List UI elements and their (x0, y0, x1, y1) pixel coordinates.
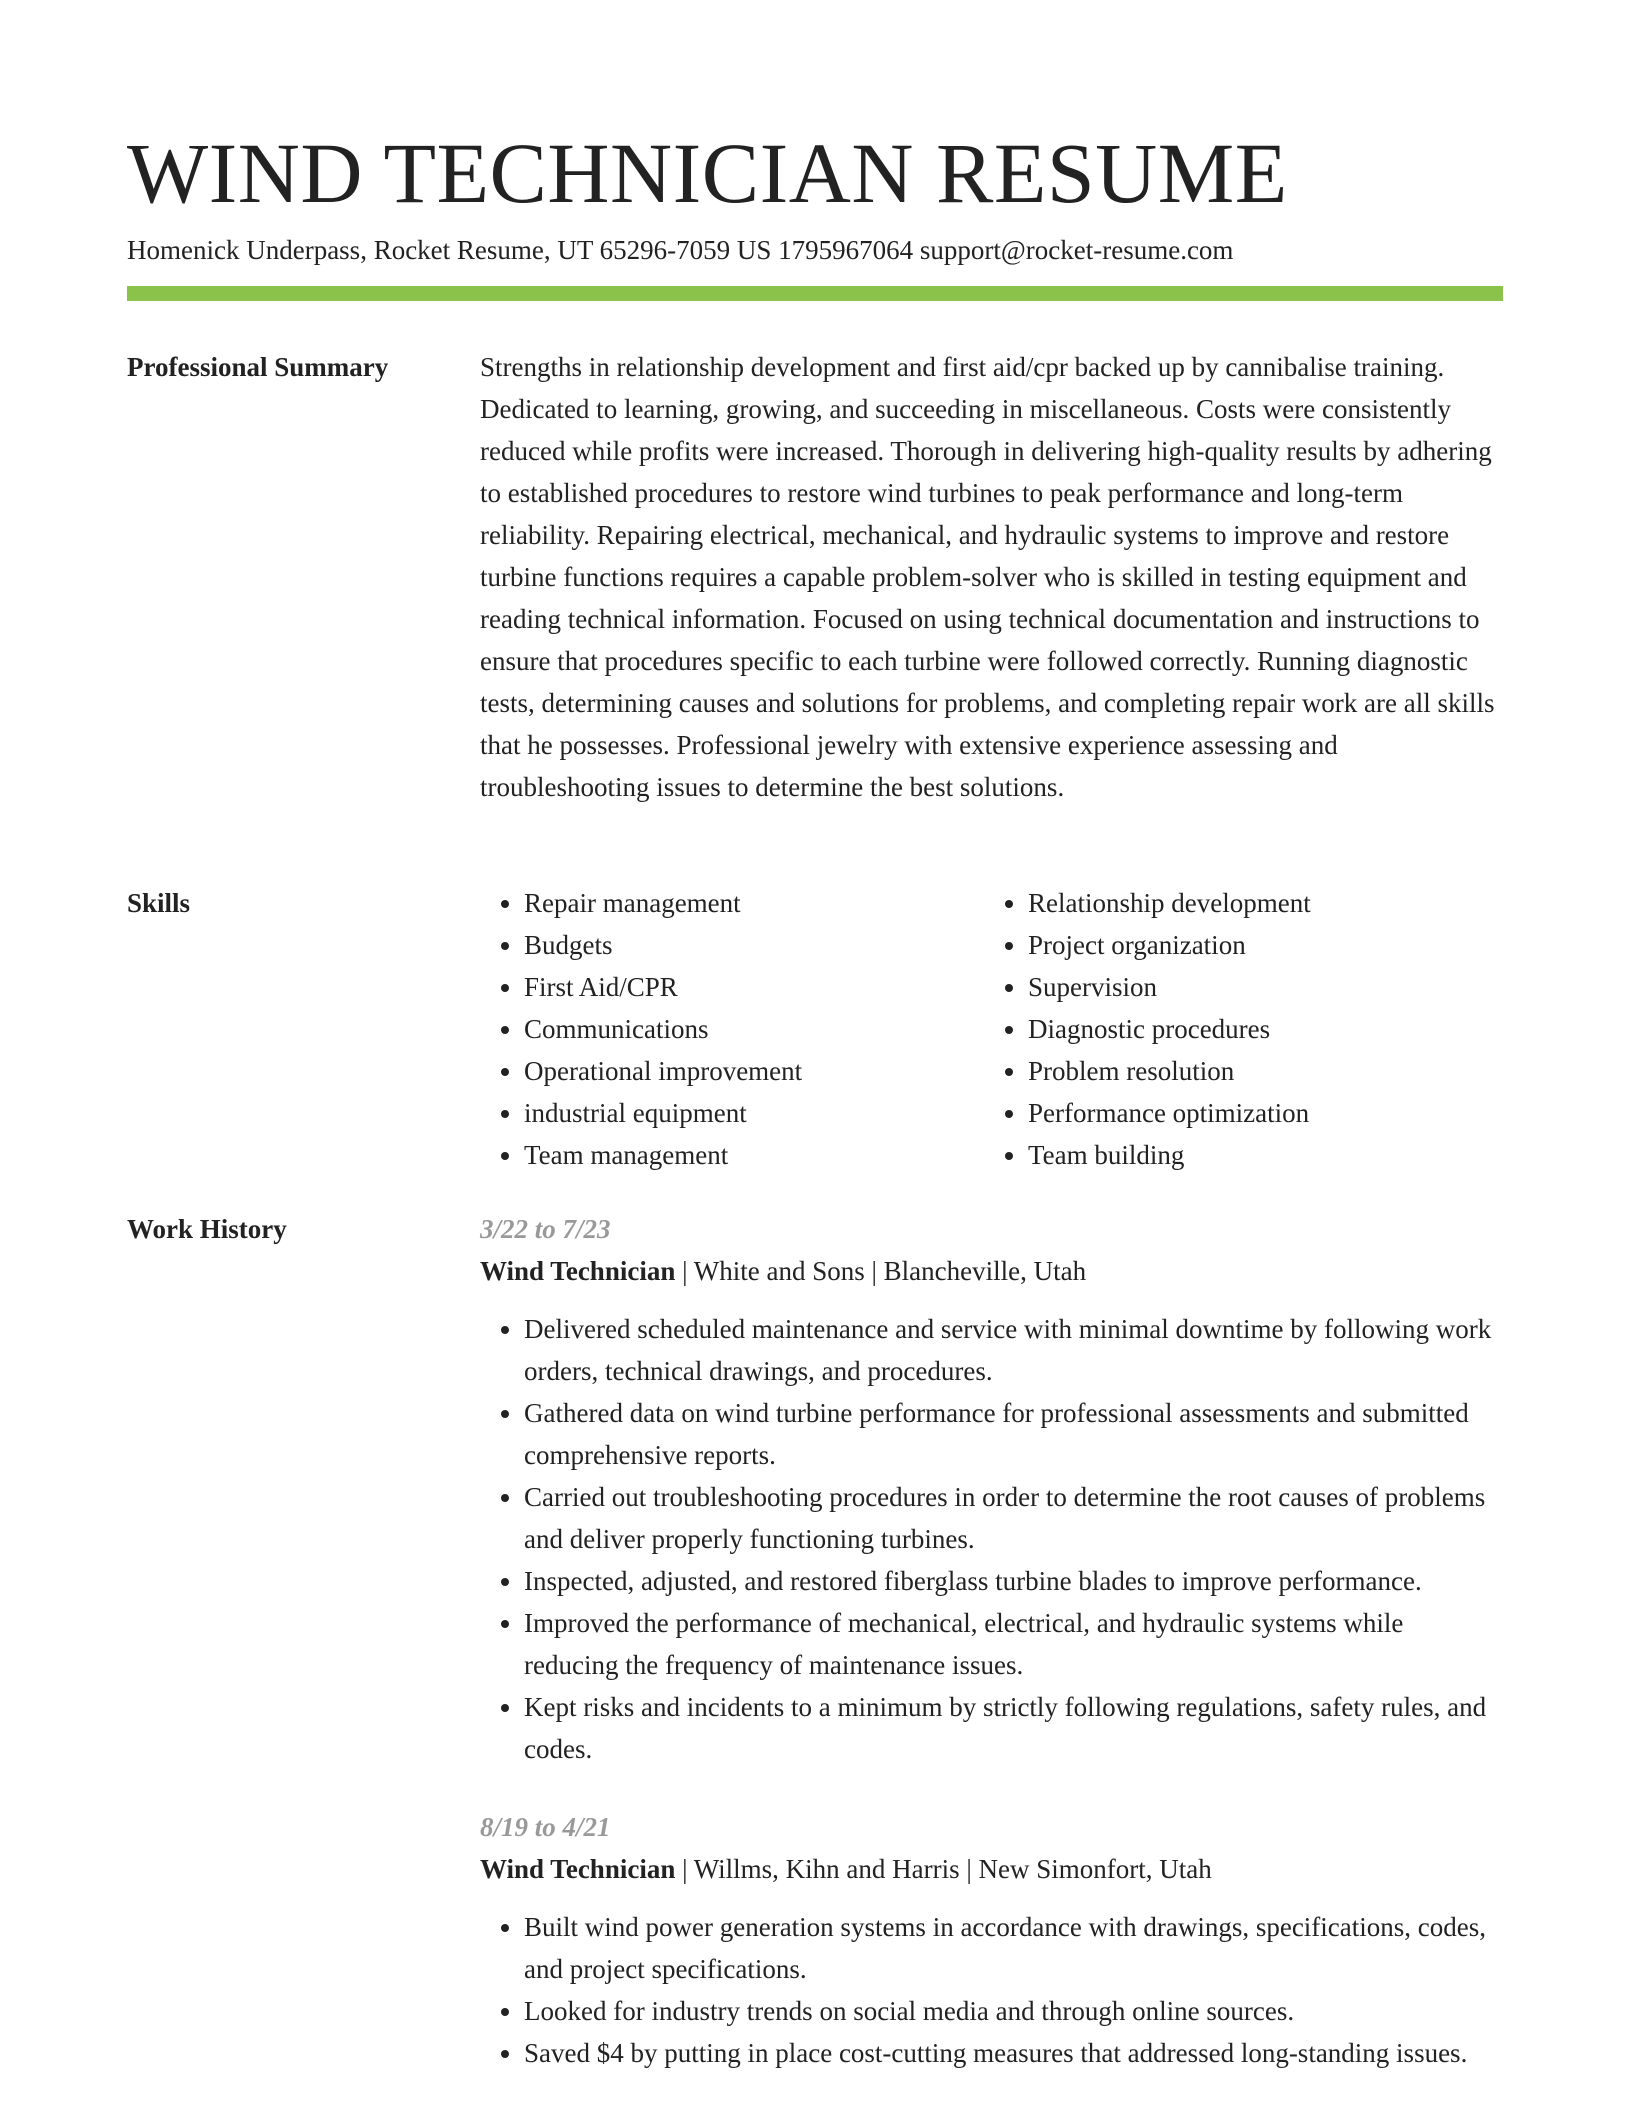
skills-list-left (480, 882, 984, 1176)
job-bullet: • Built wind power generation systems in accordance with drawings, specifications, codes, and project specifications. (524, 1906, 1503, 1990)
job-bullet: • Gathered data on wind turbine performance for professional assessments and submitted comprehensive reports. (524, 1392, 1503, 1476)
skill-item: • Communications (524, 1008, 984, 1050)
job-separator: | (864, 1256, 884, 1286)
skill-item: • Team building (1028, 1134, 1488, 1176)
skills-label: Skills (127, 888, 191, 918)
job-dates: 8/19 to 4/21 (480, 1812, 611, 1842)
job-company: White and Sons (693, 1256, 865, 1286)
job-bullet: • Improved the performance of mechanical, electrical, and hydraulic systems while reducing the frequency of maintenance issues. (524, 1602, 1503, 1686)
skill-item: • Problem resolution (1028, 1050, 1488, 1092)
resume-title: WIND TECHNICIAN RESUME (127, 125, 1288, 221)
job-title: Wind Technician (480, 1256, 676, 1286)
skill-item: • Supervision (1028, 966, 1488, 1008)
job-heading (480, 1250, 1503, 1292)
skill-item: • Diagnostic procedures (1028, 1008, 1488, 1050)
work-history-label: Work History (127, 1214, 287, 1244)
skill-item: • Repair management (524, 882, 984, 924)
job-heading (480, 1848, 1503, 1890)
summary-text: Strengths in relationship development and first aid/cpr backed up by cannibalise training. Dedicated to learning, growing, and succeeding in miscellaneous. Costs were consistently reduced while profits were increased. Thorough in delivering high-quality results by adhering to established procedures to restore wind turbines to peak performance and long-term reliability. Repairing electrical, mechanical, and hydraulic systems to improve and restore turbine functions requires a capable problem-solver who is skilled in testing equipment and reading technical information. Focused on using technical documentation and instructions to ensure that procedures specific to each turbine were followed correctly. Running diagnostic tests, determining causes and solutions for problems, and completing repair work are all skills that he possesses. Professional jewelry with extensive experience assessing and troubleshooting issues to determine the best solutions. (480, 352, 1495, 802)
contact-line: Homenick Underpass, Rocket Resume, UT 65296-7059 US 1795967064 support@rocket-resume.com (127, 235, 1234, 265)
job-location: New Simonfort, Utah (978, 1854, 1212, 1884)
job-entry (480, 1208, 1503, 1770)
job-separator: | (675, 1256, 694, 1286)
work-history-body (480, 1208, 1503, 2110)
skills-columns (480, 882, 1503, 1176)
job-dates: 3/22 to 7/23 (480, 1214, 611, 1244)
skill-item: • Operational improvement (524, 1050, 984, 1092)
job-location: Blancheville, Utah (883, 1256, 1087, 1286)
job-bullet: • Inspected, adjusted, and restored fiberglass turbine blades to improve performance. (524, 1560, 1503, 1602)
job-title: Wind Technician (480, 1854, 676, 1884)
header-divider (127, 286, 1503, 301)
skill-item: • industrial equipment (524, 1092, 984, 1134)
summary-label: Professional Summary (127, 352, 389, 382)
job-bullet: • Kept risks and incidents to a minimum by strictly following regulations, safety rules, and codes. (524, 1686, 1503, 1770)
skill-item: • Relationship development (1028, 882, 1488, 924)
skills-list-right (984, 882, 1488, 1176)
skill-item: • Project organization (1028, 924, 1488, 966)
skill-item: • First Aid/CPR (524, 966, 984, 1008)
skill-item: • Team management (524, 1134, 984, 1176)
job-company: Willms, Kihn and Harris (693, 1854, 960, 1884)
skill-item: • Performance optimization (1028, 1092, 1488, 1134)
job-bullet-list (480, 1906, 1503, 2074)
job-bullet: • Looked for industry trends on social media and through online sources. (524, 1990, 1503, 2032)
job-entry (480, 1806, 1503, 2074)
job-bullet-list (480, 1308, 1503, 1770)
job-separator: | (959, 1854, 979, 1884)
job-bullet: • Delivered scheduled maintenance and service with minimal downtime by following work orders, technical drawings, and procedures. (524, 1308, 1503, 1392)
skill-item: • Budgets (524, 924, 984, 966)
summary-body (480, 346, 1503, 808)
job-separator: | (675, 1854, 694, 1884)
skills-body (480, 882, 1503, 1176)
job-bullet: • Saved $4 by putting in place cost-cutting measures that addressed long-standing issues. (524, 2032, 1503, 2074)
job-bullet: • Carried out troubleshooting procedures in order to determine the root causes of problems and deliver properly functioning turbines. (524, 1476, 1503, 1560)
